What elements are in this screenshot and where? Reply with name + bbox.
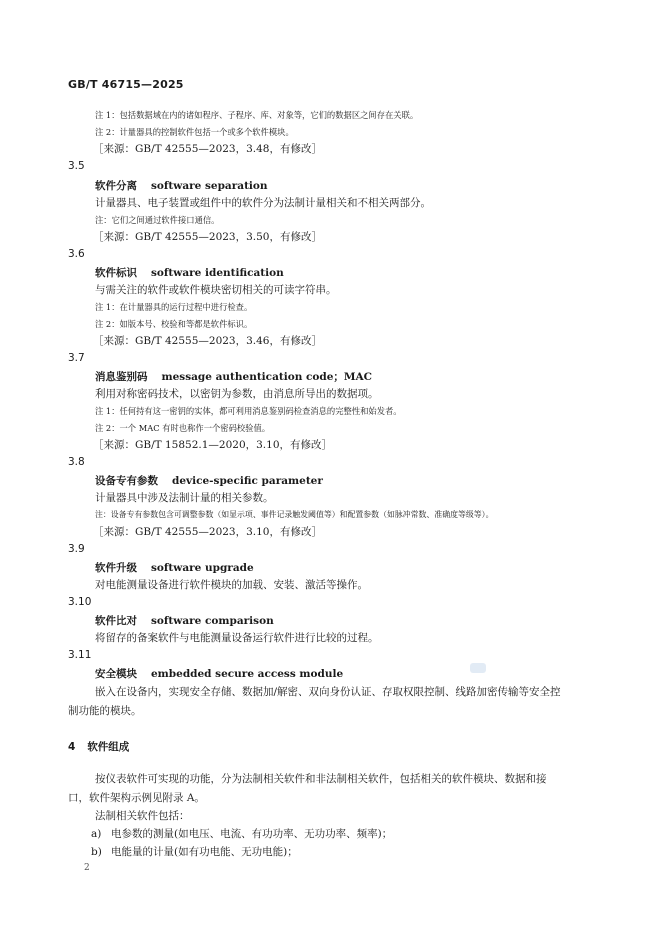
clause-number: 3.8	[68, 456, 85, 468]
clause-number: 3.7	[68, 352, 85, 364]
list-text: 电能量的计量(如有功电能、无功电能)；	[111, 846, 298, 858]
term-3-6	[95, 265, 284, 280]
term-zh: 软件标识	[95, 267, 137, 279]
page-number: 2	[84, 863, 90, 873]
clause-number: 3.6	[68, 248, 85, 260]
definition: 将留存的备案软件与电能测量设备运行软件进行比较的过程。	[95, 632, 379, 644]
source-ref: ［来源：GB/T 42555—2023，3.50，有修改］	[93, 231, 322, 243]
term-en: message authentication code；MAC	[161, 371, 373, 383]
section-number: 4	[68, 741, 76, 753]
definition: 嵌入在设备内，实现安全存储、数据加/解密、双向身份认证、存取权限控制、线路加密传输等安全控	[95, 686, 561, 698]
source-ref: ［来源：GB/T 15852.1—2020，3.10，有修改］	[93, 439, 333, 451]
list-item	[91, 844, 298, 859]
source-ref: ［来源：GB/T 42555—2023，3.48，有修改］	[93, 143, 322, 155]
term-3-11	[95, 666, 343, 681]
paragraph: 按仪表软件可实现的功能，分为法制相关软件和非法制相关软件，包括相关的软件模块、数据和接	[95, 773, 547, 785]
definition: 与需关注的软件或软件模块密切相关的可读字符串。	[95, 284, 337, 296]
list-text: 电参数的测量(如电压、电流、有功功率、无功功率、频率)；	[111, 828, 393, 840]
section-title: 软件组成	[87, 741, 130, 753]
list-label: b)	[91, 846, 102, 858]
term-zh: 消息鉴别码	[95, 371, 148, 383]
definition: 计量器具中涉及法制计量的相关参数。	[95, 492, 274, 504]
definition: 计量器具、电子装置或组件中的软件分为法制计量相关和不相关两部分。	[95, 197, 431, 209]
list-intro: 法制相关软件包括：	[95, 810, 190, 822]
note-top-2: 注 2：计量器具的控制软件包括一个或多个软件模块。	[95, 127, 294, 137]
note: 注 2：一个 MAC 有时也称作一个密码校验值。	[95, 423, 271, 433]
term-en: software upgrade	[151, 562, 254, 574]
note: 注 2：如版本号、校验和等都是软件标识。	[95, 319, 253, 329]
term-zh: 安全模块	[95, 668, 137, 680]
source-ref: ［来源：GB/T 42555—2023，3.46，有修改］	[93, 335, 322, 347]
source-ref: ［来源：GB/T 42555—2023，3.10，有修改］	[93, 526, 322, 538]
note: 注：设备专有参数包含可调整参数（如显示项、事件记录触发阈值等）和配置参数（如脉冲常数、准确度等级等）。	[95, 510, 494, 519]
term-zh: 软件分离	[95, 180, 137, 192]
note: 注 1：在计量器具的运行过程中进行检查。	[95, 302, 253, 312]
term-en: embedded secure access module	[151, 668, 344, 680]
term-zh: 软件比对	[95, 615, 137, 627]
list-label: a)	[91, 828, 102, 840]
paragraph-cont: 口，软件架构示例见附录 A。	[68, 792, 205, 804]
term-zh: 设备专有参数	[95, 475, 158, 487]
clause-number: 3.11	[68, 649, 92, 661]
term-en: device-specific parameter	[172, 475, 323, 487]
term-3-8	[95, 473, 323, 488]
note: 注 1：任何持有这一密钥的实体，都可利用消息鉴别码检查消息的完整性和始发者。	[95, 406, 402, 416]
note-top-1: 注 1：包括数据域在内的诸如程序、子程序、库、对象等，它们的数据区之间存在关联。	[95, 110, 419, 120]
clause-number: 3.10	[68, 596, 92, 608]
section-heading	[68, 739, 129, 754]
document-code: GB/T 46715—2025	[68, 78, 184, 91]
term-zh: 软件升级	[95, 562, 137, 574]
definition: 利用对称密码技术，以密钥为参数，由消息所导出的数据项。	[95, 388, 379, 400]
term-3-5	[95, 178, 268, 193]
term-3-7	[95, 369, 372, 384]
watermark-icon	[470, 663, 486, 673]
term-en: software identification	[151, 267, 284, 279]
list-item	[91, 826, 392, 841]
definition-cont: 制功能的模块。	[68, 705, 142, 717]
note: 注：它们之间通过软件接口通信。	[95, 215, 220, 225]
term-3-10	[95, 613, 274, 628]
term-en: software separation	[151, 180, 268, 192]
clause-number: 3.5	[68, 160, 85, 172]
definition: 对电能测量设备进行软件模块的加载、安装、激活等操作。	[95, 579, 368, 591]
term-3-9	[95, 560, 254, 575]
clause-number: 3.9	[68, 543, 85, 555]
term-en: software comparison	[151, 615, 274, 627]
